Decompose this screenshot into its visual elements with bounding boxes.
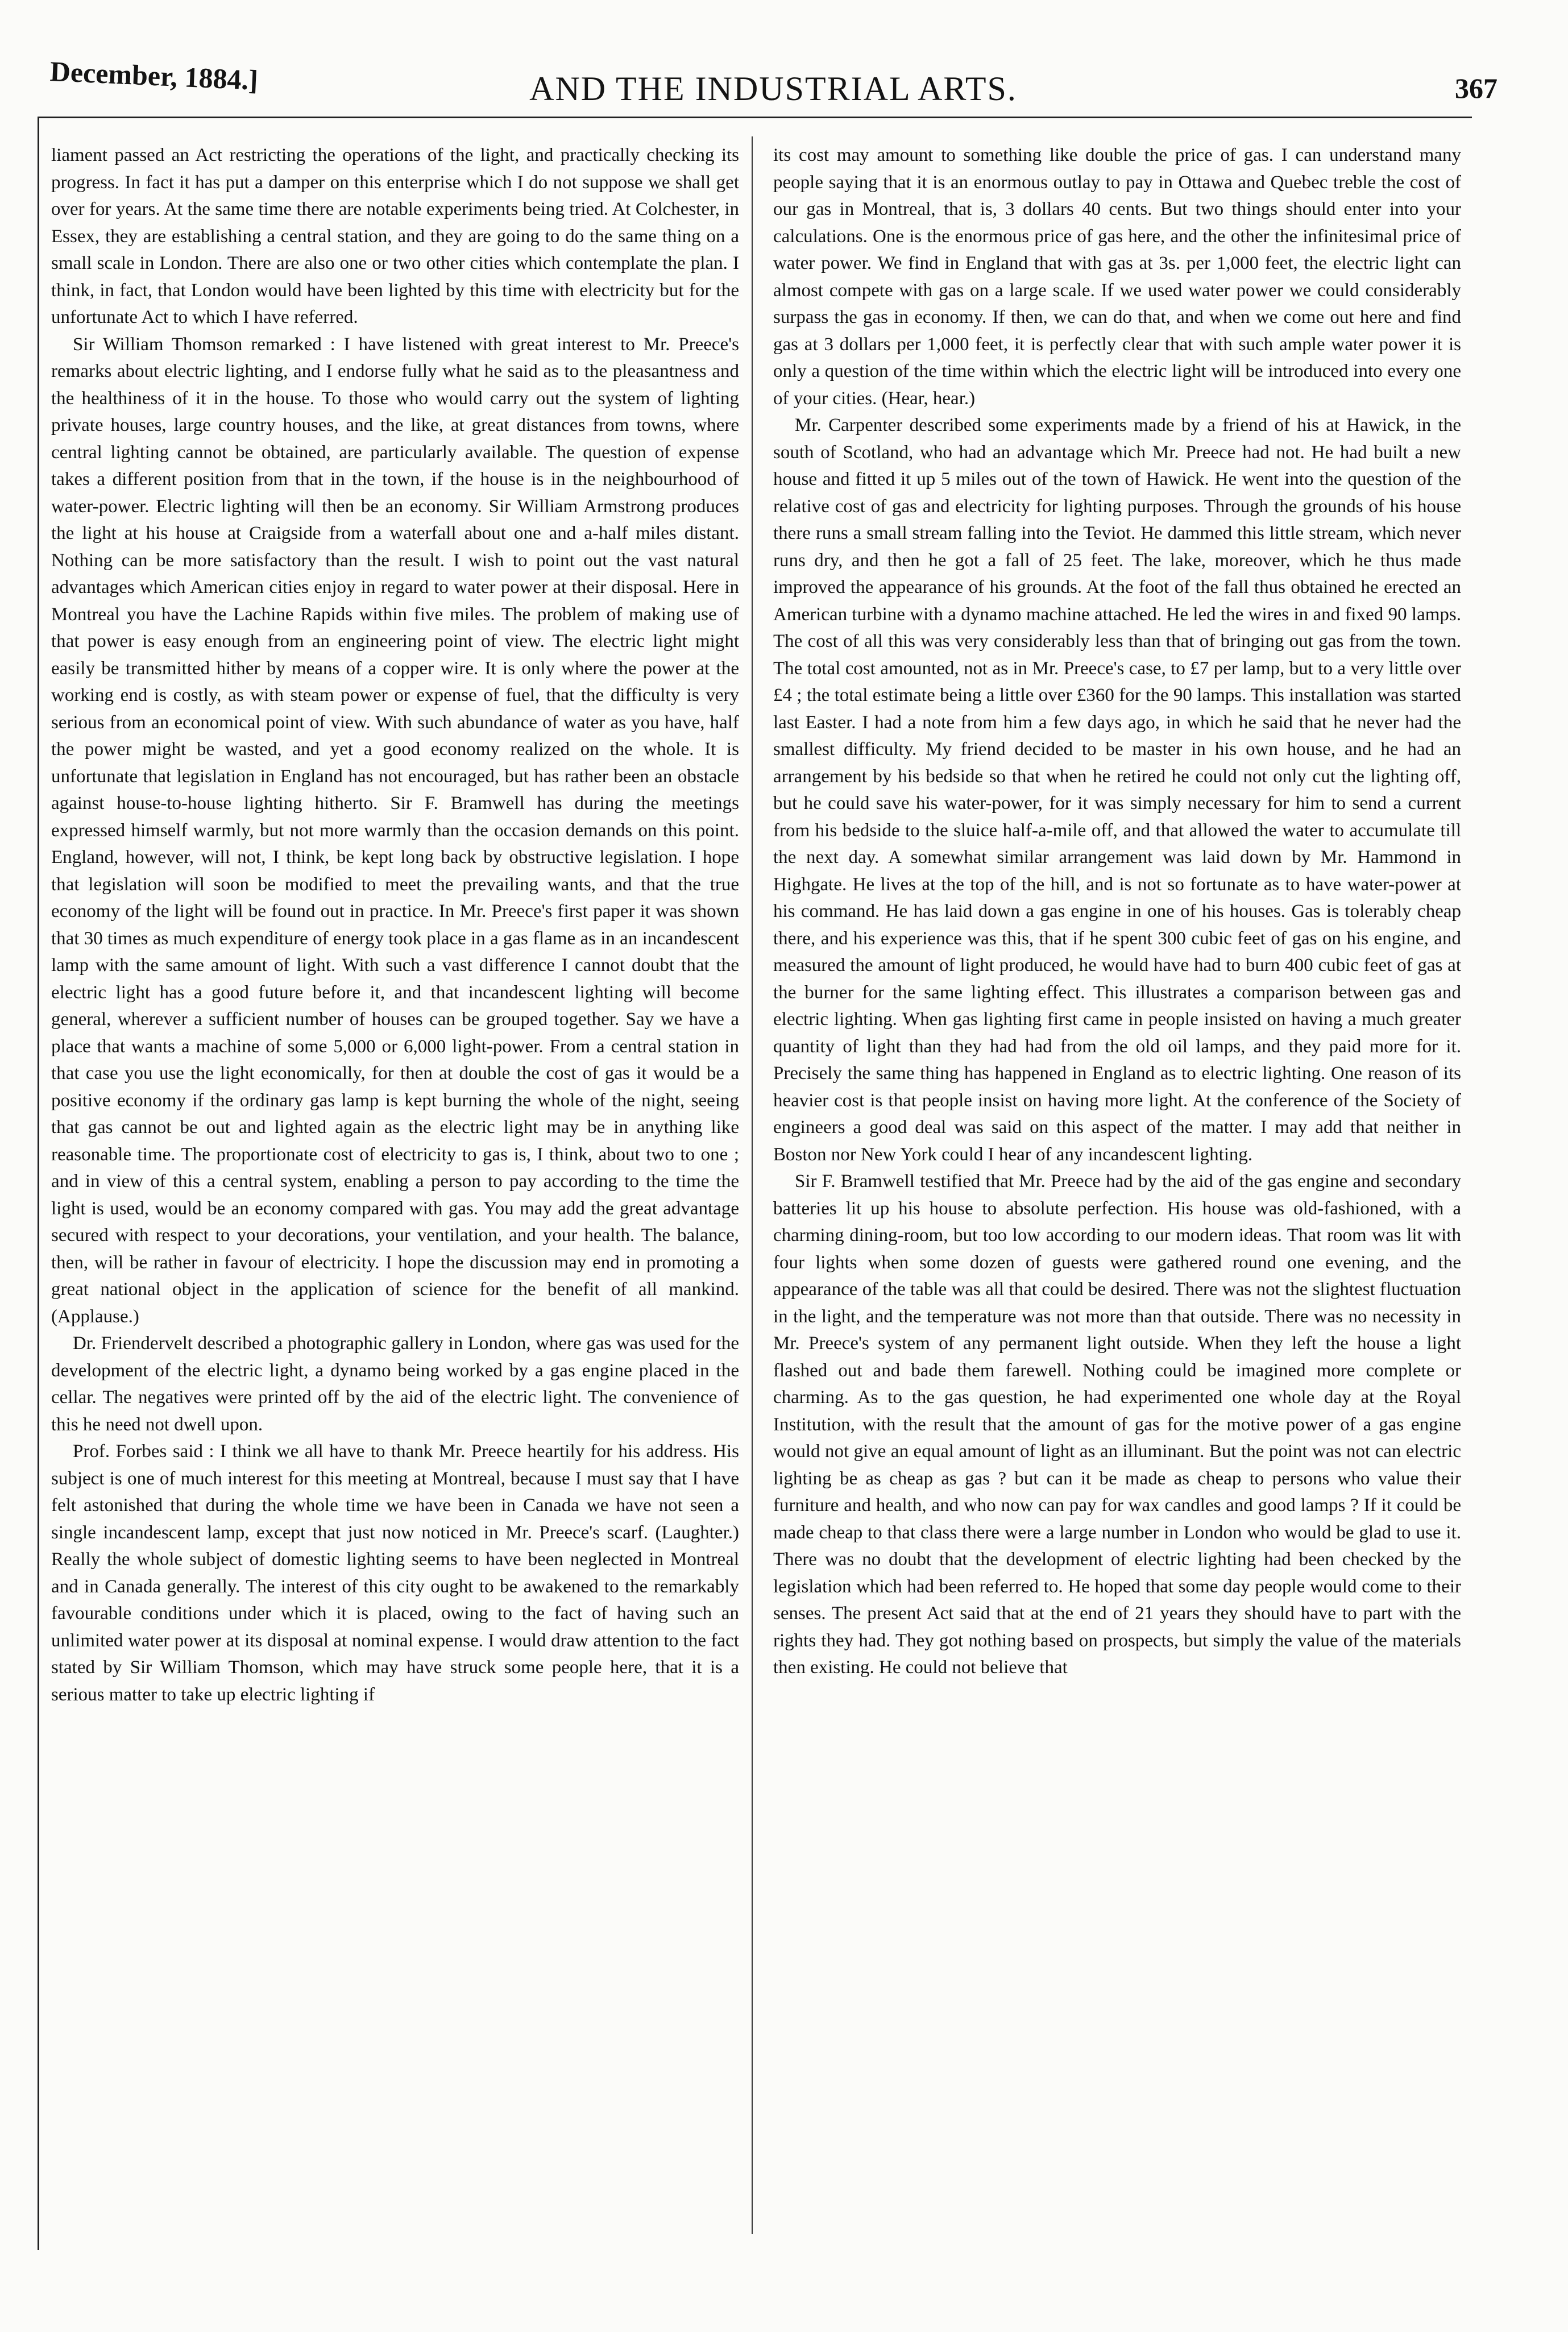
paragraph: Prof. Forbes said : I think we all have to thank Mr. Preece heartily for his address. His subject is one of much interest for this meeting at Montreal, because I must say that I have felt astonished that during the whole time we have been in Canada we have not seen a single incandescent lamp, except that just now noticed in Mr. Preece's scarf. (Laughter.) Really the whole subject of domestic lighting seems to have been neglected in Montreal and in Canada generally. The interest of this city ought to be awakened to the remarkably favourable conditions under which it is placed, owing to the fact of having such an unlimited water power at its disposal at nominal expense. I would draw attention to the fact stated by Sir William Thomson, which may have struck some people here, that it is a serious matter to take up electric lighting if — [51, 1441, 739, 1705]
right-column — [773, 142, 1461, 2211]
paragraph: Sir William Thomson remarked : I have listened with great interest to Mr. Preece's remarks about electric lighting, and I endorse fully what he said as to the pleasantness and the healthiness of it in the house. To those who would carry out the system of lighting private houses, large country houses, and the like, at great distances from towns, where central lighting cannot be obtained, are particularly available. The question of expense takes a different position from that in the town, if the house is in the neighbourhood of water-power. Electric lighting will then be an economy. Sir William Armstrong produces the light at his house at Craigside from a waterfall about one and a-half miles distant. Nothing can be more satisfactory than the result. I wish to point out the vast natural advantages which American cities enjoy in regard to water power at their disposal. Here in Montreal you have the Lachine Rapids within five miles. The problem of making use of that power is easy enough from an engineering point of view. The electric light might easily be transmitted hither by means of a copper wire. It is only where the power at the working end is costly, as with steam power or expense of fuel, that the difficulty is very serious from an economical point of view. With such abundance of water as you have, half the power might be wasted, and yet a good economy realized on the whole. It is unfortunate that legislation in England has not encouraged, but has rather been an obstacle against house-to-house lighting hitherto. Sir F. Bramwell has during the meetings expressed himself warmly, but not more warmly than the occasion demands on this point. England, however, will not, I think, be kept long back by obstructive legislation. I hope that legislation will soon be modified to meet the prevailing wants, and that the true economy of the light will be found out in practice. In Mr. Preece's first paper it was shown that 30 times as much expenditure of energy took place in a gas flame as in an incandescent lamp with the same amount of light. With such a vast difference I cannot doubt that the electric light has a good future before it, and that incandescent lighting will become general, wherever a sufficient number of houses can be grouped together. Say we have a place that wants a machine of some 5,000 or 6,000 light-power. From a central station in that case you use the light economically, for then at double the cost of gas it would be a positive economy if the ordinary gas lamp is kept burning the whole of the night, seeing that gas cannot be out and lighted again as the electric light may be in anything like reasonable time. The proportionate cost of electricity to gas is, I think, about two to one ; and in view of this a central system, enabling a person to pay according to the time the light is used, would be an economy compared with gas. You may add the great advantage secured with respect to your decorations, your ventilation, and your health. The balance, then, will be rather in favour of electricity. I hope the discussion may end in promoting a great national object in the application of science for the benefit of all mankind. (Applause.) — [51, 334, 739, 1327]
paragraph: liament passed an Act restricting the operations of the light, and practically checking its progress. In fact it has put a damper on this enterprise which I do not suppose we shall get over for years. At the same time there are notable experiments being tried. At Colchester, in Essex, they are establishing a central station, and they are going to do the same thing on a small scale in London. There are also one or two other cities which contemplate the plan. I think, in fact, that London would have been lighted by this time with electricity but for the unfortunate Act to which I have referred. — [51, 145, 739, 327]
paragraph: Sir F. Bramwell testified that Mr. Preece had by the aid of the gas engine and secondary batteries lit up his house to absolute perfection. His house was old-fashioned, with a charming dining-room, but too low according to our modern ideas. That room was lit with four lights when some dozen of guests were gathered round one evening, and the appearance of the table was all that could be desired. There was not the slightest fluctuation in the light, and the temperature was not more than that outside. There was no necessity in Mr. Preece's system of any permanent light outside. When they left the house a light flashed out and bade them farewell. Nothing could be imagined more complete or charming. As to the gas question, he had experimented one whole day at the Royal Institution, with the result that the amount of gas for the motive power of a gas engine would not give an equal amount of light as an illuminant. But the point was not can electric lighting be as cheap as gas ? but can it be made as cheap to persons who value their furniture and health, and who now can pay for wax candles and good lamps ? If it could be made cheap to that class there were a large number in London who would be glad to use it. There was no doubt that the development of electric lighting had been checked by the legislation which had been referred to. He hoped that some day people would come to their senses. The present Act said that at the end of 21 years they should have to part with the rights they had. They got nothing based on prospects, but simply the value of the materials then existing. He could not believe that — [773, 1171, 1461, 1678]
running-header — [45, 44, 1501, 107]
left-column — [51, 142, 739, 2211]
header-title: AND THE INDUSTRIAL ARTS. — [529, 70, 1017, 107]
column-divider — [752, 136, 753, 2234]
paragraph: its cost may amount to something like double the price of gas. I can understand many people saying that it is an enormous outlay to pay in Ottawa and Quebec treble the cost of our gas in Montreal, that is, 3 dollars 40 cents. But two things should enter into your calculations. One is the enormous price of gas here, and the other the infinitesimal price of water power. We find in England that with gas at 3s. per 1,000 feet, the electric light can almost compete with gas on a large scale. If we used water power we could considerably surpass the gas in economy. If then, we can do that, and when we come out here and find gas at 3 dollars per 1,000 feet, it is perfectly clear that with such ample water power it is only a question of the time within which the electric light will be introduced into every one of your cities. (Hear, hear.) — [773, 145, 1461, 409]
page-number: 367 — [1455, 72, 1498, 104]
paragraph: Mr. Carpenter described some experiments made by a friend of his at Hawick, in the south of Scotland, who had an advantage which Mr. Preece had not. He had built a new house and fitted it up 5 miles out of the town of Hawick. He went into the question of the relative cost of gas and electricity for lighting purposes. Through the grounds of his house there runs a small stream falling into the Teviot. He dammed this little stream, which never runs dry, and then he got a fall of 25 feet. The lake, moreover, which he thus made improved the appearance of his grounds. At the foot of the fall thus obtained he erected an American turbine with a dynamo machine attached. He led the wires in and fixed 90 lamps. The cost of all this was very considerably less than that of bringing out gas from the town. The total cost amounted, not as in Mr. Preece's case, to £7 per lamp, but to a very little over £4 ; the total estimate being a little over £360 for the 90 lamps. This installation was started last Easter. I had a note from him a few days ago, in which he said that he never had the smallest difficulty. My friend decided to be master in his own house, and he had an arrangement by his bedside so that when he retired he could not only cut the lighting off, but he could save his water-power, for it was simply necessary for him to send a current from his bedside to the sluice half-a-mile off, and that allowed the water to accumulate till the next day. A somewhat similar arrangement was laid down by Mr. Hammond in Highgate. He lives at the top of the hill, and is not so fortunate as to have water-power at his command. He has laid down a gas engine in one of his houses. Gas is tolerably cheap there, and his experience was this, that if he spent 300 cubic feet of gas on his engine, and measured the amount of light produced, he would have had to burn 400 cubic feet of gas at the burner for the same lighting effect. This illustrates a comparison between gas and electric lighting. When gas lighting first came in people insisted on having a much greater quantity of light than they had had from the old oil lamps, and they paid more for it. Precisely the same thing has happened in England as to electric lighting. One reason of its heavier cost is that people insist on having more light. At the conference of the Society of engineers a good deal was said on this aspect of the matter. I may add that neither in Boston nor New York could I hear of any incandescent lighting. — [773, 415, 1461, 1165]
paragraph: Dr. Friendervelt described a photographic gallery in London, where gas was used for the development of the electric light, a dynamo being worked by a gas engine placed in the cellar. The negatives were printed off by the aid of the electric light. The convenience of this he need not dwell upon. — [51, 1333, 739, 1435]
header-date: December, 1884.] — [49, 55, 259, 96]
